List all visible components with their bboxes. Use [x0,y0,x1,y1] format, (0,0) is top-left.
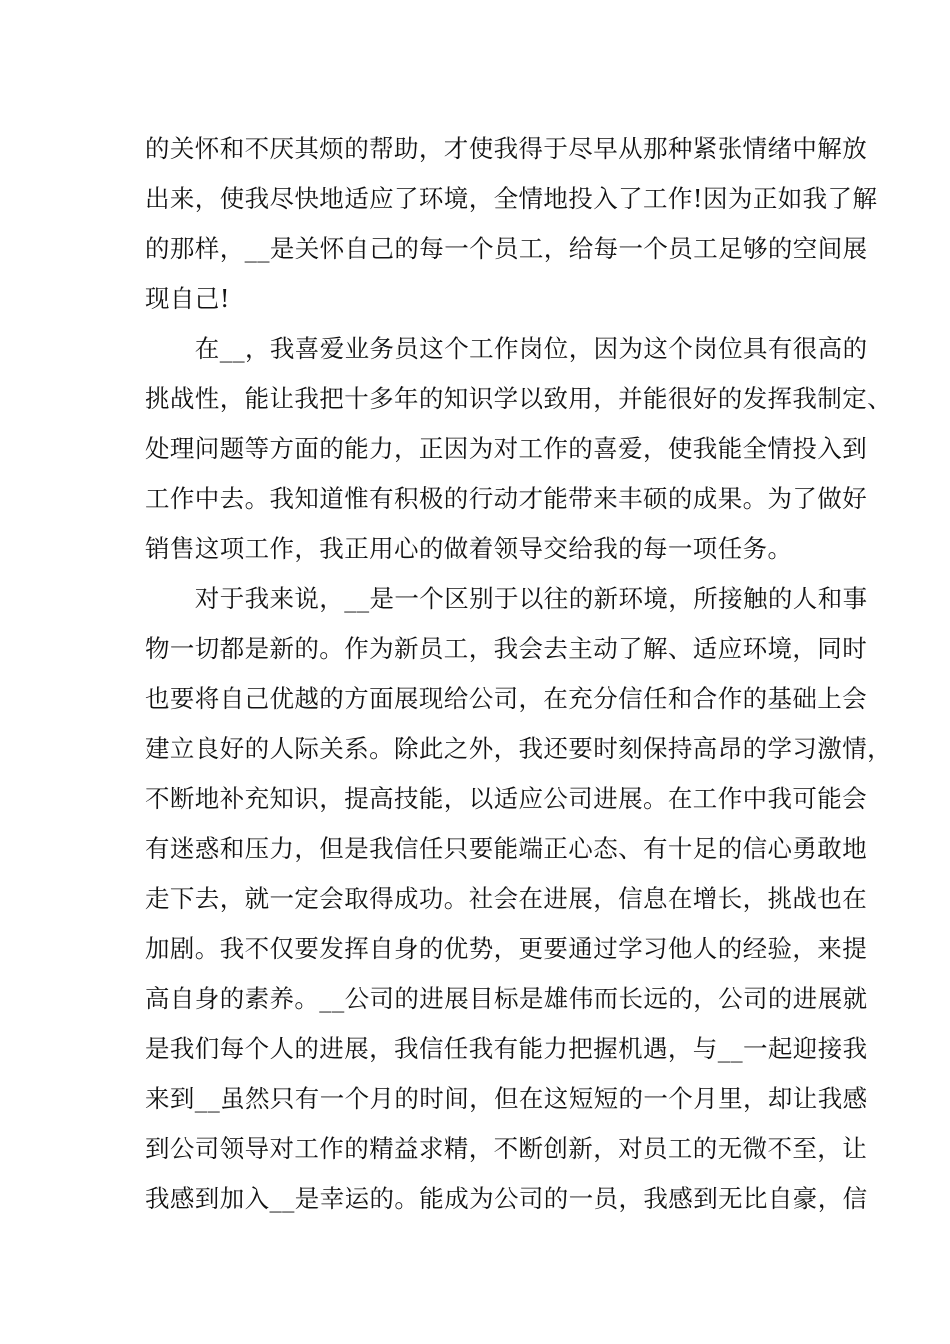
text-line: 工作中去。我知道惟有积极的行动才能带来丰硕的成果。为了做好 [145,484,868,513]
text-line: 的那样，__是关怀自己的每一个员工，给每一个员工足够的空间展 [145,234,868,263]
text-line: 是我们每个人的进展，我信任我有能力把握机遇，与__一起迎接我 [145,1034,868,1063]
text-line: 现自己! [145,284,230,313]
text-line: 的关怀和不厌其烦的帮助，才使我得于尽早从那种紧张情绪中解放 [145,134,868,163]
text-line: 我感到加入__是幸运的。能成为公司的一员，我感到无比自豪，信 [145,1184,868,1213]
text-line: 物一切都是新的。作为新员工，我会去主动了解、适应环境，同时 [145,634,868,663]
text-line: 到公司领导对工作的精益求精，不断创新，对员工的无微不至，让 [145,1134,868,1163]
text-line: 建立良好的人际关系。除此之外，我还要时刻保持高昂的学习激情， [145,734,892,763]
text-line: 高自身的素养。__公司的进展目标是雄伟而长远的，公司的进展就 [145,984,868,1013]
text-line: 也要将自己优越的方面展现给公司，在充分信任和合作的基础上会 [145,684,868,713]
text-line: 有迷惑和压力，但是我信任只要能端正心态、有十足的信心勇敢地 [145,834,868,863]
text-line: 来到__虽然只有一个月的时间，但在这短短的一个月里，却让我感 [145,1084,868,1113]
text-line: 挑战性，能让我把十多年的知识学以致用，并能很好的发挥我制定、 [145,384,892,413]
text-line: 加剧。我不仅要发挥自身的优势，更要通过学习他人的经验，来提 [145,934,868,963]
text-line: 不断地补充知识，提高技能，以适应公司进展。在工作中我可能会 [145,784,868,813]
text-line: 在__，我喜爱业务员这个工作岗位，因为这个岗位具有很高的 [145,334,868,363]
text-line: 销售这项工作，我正用心的做着领导交给我的每一项任务。 [145,534,793,563]
text-line: 处理问题等方面的能力，正因为对工作的喜爱，使我能全情投入到 [145,434,868,463]
text-line: 对于我来说，__是一个区别于以往的新环境，所接触的人和事 [145,584,868,613]
text-line: 走下去，就一定会取得成功。社会在进展，信息在增长，挑战也在 [145,884,868,913]
text-line: 出来，使我尽快地适应了环境，全情地投入了工作!因为正如我了解 [145,184,878,213]
